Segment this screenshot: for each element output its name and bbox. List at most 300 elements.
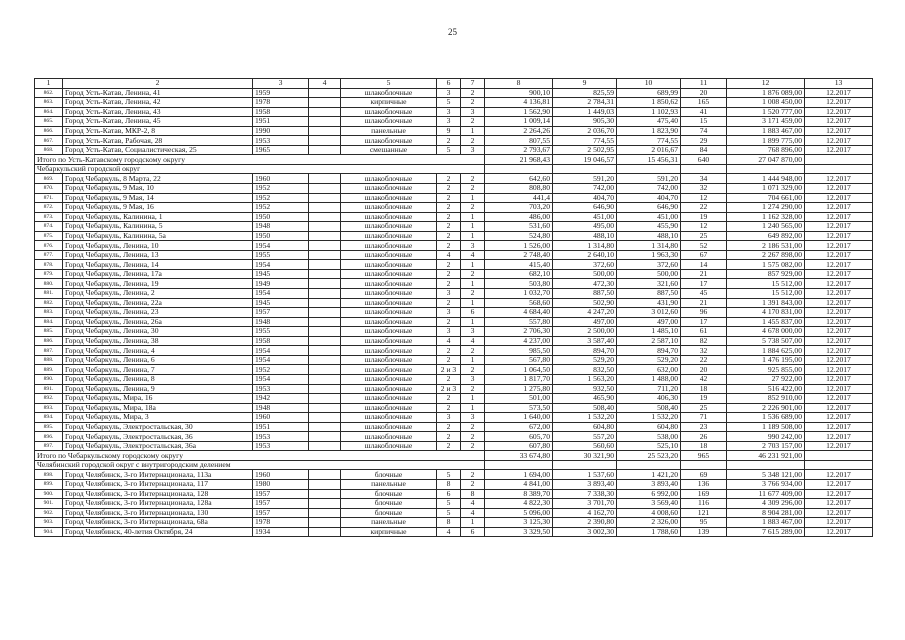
- row-number: 899.: [35, 479, 63, 489]
- residential-area-cell: 3 012,60: [617, 308, 681, 318]
- row-number: 888.: [35, 355, 63, 365]
- residents-cell: 14: [681, 260, 727, 270]
- year-cell: 1978: [253, 98, 309, 108]
- residents-cell: 67: [681, 250, 727, 260]
- floors-cell: 2: [437, 355, 461, 365]
- residents-cell: 42: [681, 374, 727, 384]
- table-row: [35, 432, 873, 442]
- section-title: Челябинский городской округ с внутригородским делением: [35, 460, 485, 470]
- empty-cell: [553, 164, 617, 174]
- entrances-cell: 1: [461, 126, 485, 136]
- total-area-cell: 2 264,26: [485, 126, 553, 136]
- residential-area-cell: 321,60: [617, 279, 681, 289]
- residents-cell: 12: [681, 222, 727, 232]
- address-cell: Город Чебаркуль, Ленина, 19: [63, 279, 253, 289]
- residents-cell: 17: [681, 279, 727, 289]
- header-cell: 3: [253, 79, 309, 89]
- total-area-cell: 4 684,40: [485, 308, 553, 318]
- year-cell: 1954: [253, 241, 309, 251]
- deadline-cell: 12.2017: [805, 231, 873, 241]
- table-row: [35, 145, 873, 155]
- row-number: 897.: [35, 441, 63, 451]
- cost-cell: 1 071 329,00: [727, 184, 805, 194]
- residents-cell: 84: [681, 145, 727, 155]
- table-row: [35, 298, 873, 308]
- cost-cell: 1 899 775,00: [727, 136, 805, 146]
- empty-cell: [309, 117, 341, 127]
- table-row: [35, 403, 873, 413]
- table-row: [35, 355, 873, 365]
- row-number: 878.: [35, 260, 63, 270]
- material-cell: шлакоблочные: [341, 403, 437, 413]
- row-number: 875.: [35, 231, 63, 241]
- deadline-cell: 12.2017: [805, 269, 873, 279]
- empty-cell: [309, 174, 341, 184]
- deadline-cell: 12.2017: [805, 136, 873, 146]
- deadline-cell: 12.2017: [805, 203, 873, 213]
- residential-area-cell: 689,99: [617, 88, 681, 98]
- residential-area-cell: 1 788,60: [617, 527, 681, 537]
- material-cell: шлакоблочные: [341, 212, 437, 222]
- entrances-cell: 1: [461, 231, 485, 241]
- address-cell: Город Челябинск, 3-го Интернационала, 68а: [63, 518, 253, 528]
- table-row: [35, 174, 873, 184]
- address-cell: Город Усть-Катав, Социалистическая, 25: [63, 145, 253, 155]
- entrances-cell: 8: [461, 489, 485, 499]
- residents-cell: 82: [681, 336, 727, 346]
- address-cell: Город Чебаркуль, Калинина, 1: [63, 212, 253, 222]
- header-cell: 12: [727, 79, 805, 89]
- empty-cell: [309, 98, 341, 108]
- total-row: [35, 155, 873, 165]
- cost-cell: 46 231 921,00: [727, 451, 805, 461]
- residents-cell: 169: [681, 489, 727, 499]
- residential-area-cell: 1 532,20: [617, 413, 681, 423]
- residents-cell: 165: [681, 98, 727, 108]
- premises-area-cell: 7 338,30: [553, 489, 617, 499]
- residents-cell: 52: [681, 241, 727, 251]
- floors-cell: 4: [437, 336, 461, 346]
- empty-cell: [805, 451, 873, 461]
- empty-cell: [309, 145, 341, 155]
- cost-cell: 516 422,00: [727, 384, 805, 394]
- entrances-cell: 4: [461, 499, 485, 509]
- address-cell: Город Чебаркуль, Ленина, 17а: [63, 269, 253, 279]
- residents-cell: 34: [681, 174, 727, 184]
- row-number: 869.: [35, 174, 63, 184]
- residents-cell: 21: [681, 298, 727, 308]
- row-number: 877.: [35, 250, 63, 260]
- cost-cell: 1 008 450,00: [727, 98, 805, 108]
- residential-area-cell: 774,55: [617, 136, 681, 146]
- deadline-cell: 12.2017: [805, 384, 873, 394]
- empty-cell: [309, 403, 341, 413]
- residents-cell: 21: [681, 269, 727, 279]
- row-number: 889.: [35, 365, 63, 375]
- row-number: 901.: [35, 499, 63, 509]
- total-label: Итого по Усть-Катавскому городскому округу: [35, 155, 485, 165]
- table-row: [35, 479, 873, 489]
- year-cell: 1957: [253, 308, 309, 318]
- residential-area-cell: 742,00: [617, 184, 681, 194]
- cost-cell: 852 910,00: [727, 394, 805, 404]
- premises-area-cell: 1 537,60: [553, 470, 617, 480]
- cost-cell: 1 883 467,00: [727, 126, 805, 136]
- premises-area-cell: 1 314,80: [553, 241, 617, 251]
- row-number: 862.: [35, 88, 63, 98]
- table-row: [35, 470, 873, 480]
- deadline-cell: 12.2017: [805, 260, 873, 270]
- material-cell: шлакоблочные: [341, 107, 437, 117]
- cost-cell: 1 391 843,00: [727, 298, 805, 308]
- material-cell: шлакоблочные: [341, 279, 437, 289]
- premises-area-cell: 502,90: [553, 298, 617, 308]
- total-area-cell: 4 136,81: [485, 98, 553, 108]
- total-area-cell: 1 817,70: [485, 374, 553, 384]
- material-cell: шлакоблочные: [341, 441, 437, 451]
- empty-cell: [805, 164, 873, 174]
- table-row: [35, 374, 873, 384]
- address-cell: Город Чебаркуль, Электростальская, 36: [63, 432, 253, 442]
- deadline-cell: 12.2017: [805, 289, 873, 299]
- entrances-cell: 4: [461, 250, 485, 260]
- year-cell: 1950: [253, 212, 309, 222]
- total-area-cell: 503,80: [485, 279, 553, 289]
- header-cell: 5: [341, 79, 437, 89]
- header-cell: 8: [485, 79, 553, 89]
- entrances-cell: 4: [461, 508, 485, 518]
- address-cell: Город Челябинск, 40-летия Октября, 24: [63, 527, 253, 537]
- row-number: 882.: [35, 298, 63, 308]
- empty-cell: [617, 164, 681, 174]
- material-cell: шлакоблочные: [341, 260, 437, 270]
- material-cell: шлакоблочные: [341, 88, 437, 98]
- empty-cell: [309, 136, 341, 146]
- entrances-cell: 1: [461, 260, 485, 270]
- row-number: 873.: [35, 212, 63, 222]
- table-row: [35, 508, 873, 518]
- cost-cell: 990 242,00: [727, 432, 805, 442]
- total-area-cell: 501,00: [485, 394, 553, 404]
- row-number: 903.: [35, 518, 63, 528]
- floors-cell: 2: [437, 184, 461, 194]
- total-area-cell: 985,50: [485, 346, 553, 356]
- residential-area-cell: 538,00: [617, 432, 681, 442]
- residents-cell: 29: [681, 136, 727, 146]
- table-row: [35, 441, 873, 451]
- cost-cell: 1 883 467,00: [727, 518, 805, 528]
- total-area-cell: 415,40: [485, 260, 553, 270]
- floors-cell: 2 и 3: [437, 384, 461, 394]
- floors-cell: 5: [437, 145, 461, 155]
- material-cell: смешанные: [341, 145, 437, 155]
- year-cell: 1957: [253, 499, 309, 509]
- residential-area-cell: 711,20: [617, 384, 681, 394]
- empty-cell: [805, 155, 873, 165]
- cost-cell: 15 512,00: [727, 279, 805, 289]
- premises-area-cell: 591,20: [553, 174, 617, 184]
- row-number: 902.: [35, 508, 63, 518]
- empty-cell: [805, 460, 873, 470]
- table-row: [35, 489, 873, 499]
- total-area-cell: 573,50: [485, 403, 553, 413]
- entrances-cell: 1: [461, 518, 485, 528]
- empty-cell: [309, 317, 341, 327]
- year-cell: 1952: [253, 203, 309, 213]
- total-area-cell: 900,10: [485, 88, 553, 98]
- entrances-cell: 1: [461, 222, 485, 232]
- material-cell: шлакоблочные: [341, 394, 437, 404]
- premises-area-cell: 2 502,95: [553, 145, 617, 155]
- floors-cell: 2: [437, 241, 461, 251]
- floors-cell: 2: [437, 346, 461, 356]
- row-number: 884.: [35, 317, 63, 327]
- entrances-cell: 1: [461, 403, 485, 413]
- table-row: [35, 518, 873, 528]
- entrances-cell: 3: [461, 413, 485, 423]
- address-cell: Город Чебаркуль, Ленина, 4: [63, 346, 253, 356]
- address-cell: Город Чебаркуль, 8 Марта, 22: [63, 174, 253, 184]
- empty-cell: [309, 279, 341, 289]
- residential-area-cell: 497,00: [617, 317, 681, 327]
- address-cell: Город Чебаркуль, Мира, 3: [63, 413, 253, 423]
- material-cell: шлакоблочные: [341, 336, 437, 346]
- residential-area-cell: 2 587,10: [617, 336, 681, 346]
- total-area-cell: 4 841,00: [485, 479, 553, 489]
- row-number: 866.: [35, 126, 63, 136]
- residential-area-cell: 25 523,20: [617, 451, 681, 461]
- empty-cell: [681, 164, 727, 174]
- residents-cell: 139: [681, 527, 727, 537]
- total-area-cell: 4 237,00: [485, 336, 553, 346]
- total-area-cell: 557,80: [485, 317, 553, 327]
- empty-cell: [309, 222, 341, 232]
- table-row: [35, 260, 873, 270]
- entrances-cell: 3: [461, 241, 485, 251]
- total-area-cell: 3 125,30: [485, 518, 553, 528]
- empty-cell: [309, 479, 341, 489]
- material-cell: кирпичные: [341, 98, 437, 108]
- deadline-cell: 12.2017: [805, 317, 873, 327]
- residents-cell: 12: [681, 193, 727, 203]
- residents-cell: 136: [681, 479, 727, 489]
- material-cell: шлакоблочные: [341, 298, 437, 308]
- address-cell: Город Челябинск, 3-го Интернационала, 130: [63, 508, 253, 518]
- premises-area-cell: 1 449,03: [553, 107, 617, 117]
- empty-cell: [485, 164, 553, 174]
- premises-area-cell: 495,00: [553, 222, 617, 232]
- premises-area-cell: 4 162,70: [553, 508, 617, 518]
- premises-area-cell: 3 893,40: [553, 479, 617, 489]
- total-area-cell: 21 968,43: [485, 155, 553, 165]
- section-row: [35, 164, 873, 174]
- premises-area-cell: 742,00: [553, 184, 617, 194]
- table-row: [35, 336, 873, 346]
- material-cell: шлакоблочные: [341, 317, 437, 327]
- table-row: [35, 231, 873, 241]
- material-cell: шлакоблочные: [341, 355, 437, 365]
- empty-cell: [309, 518, 341, 528]
- premises-area-cell: 488,10: [553, 231, 617, 241]
- empty-cell: [309, 441, 341, 451]
- year-cell: 1952: [253, 365, 309, 375]
- empty-cell: [309, 203, 341, 213]
- residents-cell: 26: [681, 432, 727, 442]
- deadline-cell: 12.2017: [805, 422, 873, 432]
- empty-cell: [309, 489, 341, 499]
- residential-area-cell: 646,90: [617, 203, 681, 213]
- deadline-cell: 12.2017: [805, 126, 873, 136]
- deadline-cell: 12.2017: [805, 479, 873, 489]
- deadline-cell: 12.2017: [805, 250, 873, 260]
- cost-cell: 5 348 121,00: [727, 470, 805, 480]
- material-cell: панельные: [341, 479, 437, 489]
- deadline-cell: 12.2017: [805, 193, 873, 203]
- premises-area-cell: 825,59: [553, 88, 617, 98]
- residents-cell: 25: [681, 231, 727, 241]
- header-cell: 7: [461, 79, 485, 89]
- cost-cell: 2 703 157,00: [727, 441, 805, 451]
- residential-area-cell: 894,70: [617, 346, 681, 356]
- floors-cell: 3: [437, 88, 461, 98]
- deadline-cell: 12.2017: [805, 413, 873, 423]
- row-number: 896.: [35, 432, 63, 442]
- year-cell: 1990: [253, 126, 309, 136]
- empty-cell: [485, 460, 553, 470]
- empty-cell: [681, 460, 727, 470]
- entrances-cell: 4: [461, 336, 485, 346]
- residential-area-cell: 1 314,80: [617, 241, 681, 251]
- cost-cell: 11 677 409,00: [727, 489, 805, 499]
- total-area-cell: 524,80: [485, 231, 553, 241]
- empty-cell: [309, 527, 341, 537]
- entrances-cell: 2: [461, 346, 485, 356]
- premises-area-cell: 646,90: [553, 203, 617, 213]
- cost-cell: 8 904 281,00: [727, 508, 805, 518]
- cost-cell: 1 476 195,00: [727, 355, 805, 365]
- entrances-cell: 2: [461, 289, 485, 299]
- table-row: [35, 413, 873, 423]
- material-cell: блочные: [341, 508, 437, 518]
- floors-cell: 2: [437, 222, 461, 232]
- entrances-cell: 6: [461, 527, 485, 537]
- floors-cell: 5: [437, 508, 461, 518]
- year-cell: 1953: [253, 384, 309, 394]
- residential-area-cell: 529,20: [617, 355, 681, 365]
- premises-area-cell: 4 247,20: [553, 308, 617, 318]
- entrances-cell: 2: [461, 422, 485, 432]
- floors-cell: 2: [437, 136, 461, 146]
- address-cell: Город Челябинск, 3-го Интернационала, 117: [63, 479, 253, 489]
- deadline-cell: 12.2017: [805, 394, 873, 404]
- empty-cell: [309, 499, 341, 509]
- total-area-cell: 1 562,90: [485, 107, 553, 117]
- empty-cell: [309, 346, 341, 356]
- residential-area-cell: 372,60: [617, 260, 681, 270]
- floors-cell: 6: [437, 489, 461, 499]
- total-area-cell: 1 275,80: [485, 384, 553, 394]
- year-cell: 1958: [253, 107, 309, 117]
- total-area-cell: 441,4: [485, 193, 553, 203]
- entrances-cell: 6: [461, 308, 485, 318]
- empty-cell: [309, 298, 341, 308]
- empty-cell: [309, 241, 341, 251]
- premises-area-cell: 404,70: [553, 193, 617, 203]
- address-cell: Город Челябинск, 3-го Интернационала, 113а: [63, 470, 253, 480]
- deadline-cell: 12.2017: [805, 470, 873, 480]
- floors-cell: 2: [437, 279, 461, 289]
- cost-cell: 925 855,00: [727, 365, 805, 375]
- residential-area-cell: 1 485,10: [617, 327, 681, 337]
- year-cell: 1980: [253, 479, 309, 489]
- residents-cell: 69: [681, 470, 727, 480]
- table-row: [35, 241, 873, 251]
- year-cell: 1960: [253, 174, 309, 184]
- floors-cell: 2: [437, 260, 461, 270]
- cost-cell: 704 661,00: [727, 193, 805, 203]
- floors-cell: 2: [437, 403, 461, 413]
- entrances-cell: 2: [461, 269, 485, 279]
- residential-area-cell: 3 893,40: [617, 479, 681, 489]
- table-row: [35, 126, 873, 136]
- total-area-cell: 568,60: [485, 298, 553, 308]
- residential-area-cell: 404,70: [617, 193, 681, 203]
- deadline-cell: 12.2017: [805, 355, 873, 365]
- year-cell: 1954: [253, 289, 309, 299]
- year-cell: 1949: [253, 279, 309, 289]
- deadline-cell: 12.2017: [805, 308, 873, 318]
- address-cell: Город Чебаркуль, Ленина, 22а: [63, 298, 253, 308]
- address-cell: Город Чебаркуль, Ленина, 23: [63, 308, 253, 318]
- page-number: 25: [448, 27, 457, 37]
- row-number: 890.: [35, 374, 63, 384]
- residential-area-cell: 525,10: [617, 441, 681, 451]
- table-row: [35, 422, 873, 432]
- residential-area-cell: 6 992,00: [617, 489, 681, 499]
- cost-cell: 3 171 459,00: [727, 117, 805, 127]
- residents-cell: 32: [681, 346, 727, 356]
- deadline-cell: 12.2017: [805, 403, 873, 413]
- total-area-cell: 808,80: [485, 184, 553, 194]
- address-cell: Город Чебаркуль, Мира, 18а: [63, 403, 253, 413]
- deadline-cell: 12.2017: [805, 346, 873, 356]
- entrances-cell: 1: [461, 317, 485, 327]
- deadline-cell: 12.2017: [805, 88, 873, 98]
- table-row: [35, 346, 873, 356]
- year-cell: 1955: [253, 250, 309, 260]
- entrances-cell: 3: [461, 374, 485, 384]
- address-cell: Город Усть-Катав, Ленина, 42: [63, 98, 253, 108]
- year-cell: 1952: [253, 193, 309, 203]
- cost-cell: 5 738 507,00: [727, 336, 805, 346]
- header-cell: 10: [617, 79, 681, 89]
- empty-cell: [553, 460, 617, 470]
- floors-cell: 3: [437, 327, 461, 337]
- material-cell: шлакоблочные: [341, 193, 437, 203]
- entrances-cell: 2: [461, 98, 485, 108]
- residential-area-cell: 1 421,20: [617, 470, 681, 480]
- residents-cell: 965: [681, 451, 727, 461]
- entrances-cell: 2: [461, 365, 485, 375]
- empty-cell: [727, 460, 805, 470]
- premises-area-cell: 2 036,70: [553, 126, 617, 136]
- residential-area-cell: 15 456,31: [617, 155, 681, 165]
- cost-cell: 857 929,00: [727, 269, 805, 279]
- deadline-cell: 12.2017: [805, 327, 873, 337]
- premises-area-cell: 932,50: [553, 384, 617, 394]
- entrances-cell: 3: [461, 107, 485, 117]
- material-cell: шлакоблочные: [341, 365, 437, 375]
